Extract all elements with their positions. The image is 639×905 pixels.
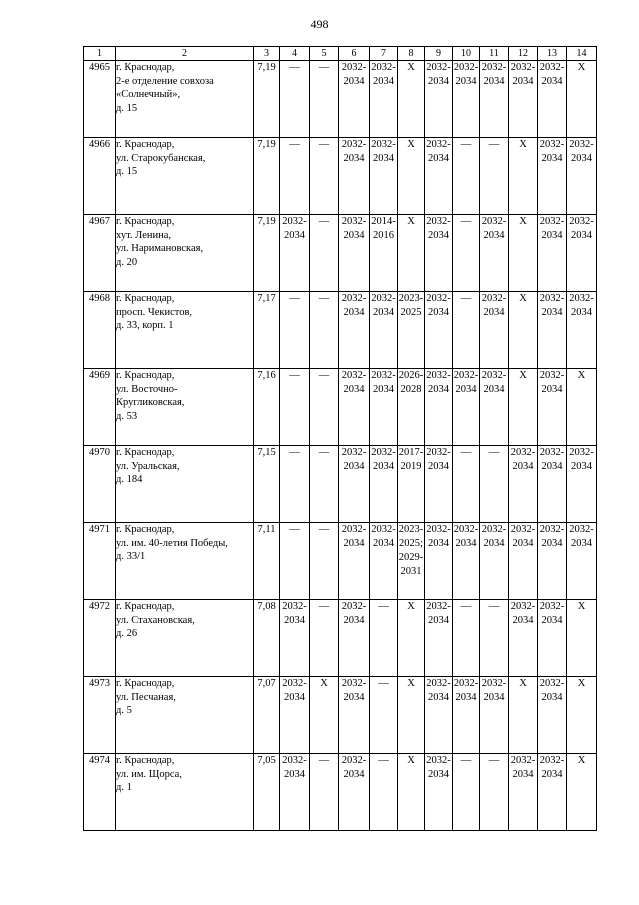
year-cell: —	[370, 600, 398, 677]
year-cell: —	[310, 600, 339, 677]
year-cell: —	[310, 292, 339, 369]
data-table	[83, 46, 597, 831]
table-row	[84, 523, 597, 600]
year-cell: 2032- 2034	[370, 61, 398, 138]
year-cell: 2032- 2034	[538, 61, 567, 138]
year-cell: 2032- 2034	[370, 523, 398, 600]
year-cell: 2032- 2034	[425, 600, 453, 677]
row-number: 4969	[84, 369, 116, 446]
year-cell: 2032- 2034	[425, 369, 453, 446]
year-cell: —	[453, 600, 480, 677]
year-cell: 2032- 2034	[480, 677, 509, 754]
value-cell: 7,07	[254, 677, 280, 754]
column-header: 10	[453, 47, 480, 61]
value-cell: 7,05	[254, 754, 280, 831]
column-header: 11	[480, 47, 509, 61]
year-cell: —	[310, 61, 339, 138]
address-line: 2-е отделение совхоза	[116, 75, 214, 87]
address-line: просп. Чекистов,	[116, 306, 193, 318]
address-line: д. 26	[116, 628, 138, 639]
year-cell: 2032- 2034	[509, 754, 538, 831]
column-header: 3	[254, 47, 280, 61]
address-cell	[116, 446, 254, 523]
year-cell: 2032- 2034	[339, 523, 370, 600]
address-line: г. Краснодар,	[116, 139, 175, 150]
address-line: г. Краснодар,	[116, 755, 175, 766]
address-cell	[116, 677, 254, 754]
address-line: г. Краснодар,	[116, 293, 175, 304]
year-cell: —	[370, 754, 398, 831]
year-cell: 2032- 2034	[370, 138, 398, 215]
address-line: д. 53	[116, 410, 138, 422]
address-line: ул. Уральская,	[116, 460, 180, 472]
year-cell: 2032- 2034	[425, 677, 453, 754]
column-header: 1	[84, 47, 116, 61]
value-cell: 7,17	[254, 292, 280, 369]
year-cell: X	[310, 677, 339, 754]
year-cell: 2032- 2034	[453, 677, 480, 754]
year-cell: 2032- 2034	[280, 215, 310, 292]
address-line: ул. Песчаная,	[116, 691, 176, 703]
address-line: ул. им. Щорса,	[116, 768, 182, 780]
year-cell: 2032- 2034	[509, 600, 538, 677]
address-cell	[116, 61, 254, 138]
year-cell: —	[453, 446, 480, 523]
year-cell: 2032- 2034	[339, 446, 370, 523]
address-cell	[116, 754, 254, 831]
address-line: ул. Восточно-	[116, 383, 178, 395]
year-cell: —	[280, 369, 310, 446]
year-cell: 2032- 2034	[339, 215, 370, 292]
table-row	[84, 677, 597, 754]
year-cell: 2023- 2025	[398, 292, 425, 369]
row-number: 4968	[84, 292, 116, 369]
value-cell: 7,08	[254, 600, 280, 677]
column-header: 4	[280, 47, 310, 61]
address-line: г. Краснодар,	[116, 370, 175, 381]
row-number: 4966	[84, 138, 116, 215]
year-cell: 2032- 2034	[538, 677, 567, 754]
table-row	[84, 446, 597, 523]
year-cell: 2032- 2034	[453, 523, 480, 600]
address-line: хут. Ленина,	[116, 229, 172, 241]
year-cell: —	[370, 677, 398, 754]
year-cell: X	[567, 600, 597, 677]
column-header: 12	[509, 47, 538, 61]
year-cell: 2032- 2034	[339, 754, 370, 831]
year-cell: 2032- 2034	[425, 446, 453, 523]
year-cell: X	[567, 754, 597, 831]
address-cell	[116, 138, 254, 215]
year-cell: 2032- 2034	[370, 446, 398, 523]
year-cell: 2032- 2034	[509, 523, 538, 600]
table-row	[84, 600, 597, 677]
year-cell: 2032- 2034	[425, 61, 453, 138]
row-number: 4973	[84, 677, 116, 754]
year-cell: 2032- 2034	[480, 215, 509, 292]
year-cell: —	[310, 215, 339, 292]
address-line: г. Краснодар,	[116, 216, 175, 227]
value-cell: 7,15	[254, 446, 280, 523]
year-cell: 2032- 2034	[280, 677, 310, 754]
table-row	[84, 215, 597, 292]
year-cell: 2032- 2034	[339, 138, 370, 215]
year-cell: —	[480, 446, 509, 523]
year-cell: —	[310, 138, 339, 215]
year-cell: —	[480, 754, 509, 831]
year-cell: 2032- 2034	[370, 292, 398, 369]
column-header: 2	[116, 47, 254, 61]
year-cell: 2032- 2034	[480, 523, 509, 600]
column-header: 13	[538, 47, 567, 61]
year-cell: X	[567, 677, 597, 754]
column-header: 5	[310, 47, 339, 61]
year-cell: 2032- 2034	[339, 292, 370, 369]
year-cell: X	[398, 600, 425, 677]
year-cell: —	[310, 446, 339, 523]
year-cell: —	[310, 369, 339, 446]
year-cell: 2032- 2034	[538, 754, 567, 831]
year-cell: 2032- 2034	[480, 369, 509, 446]
year-cell: 2032- 2034	[567, 215, 597, 292]
table-row	[84, 369, 597, 446]
value-cell: 7,19	[254, 215, 280, 292]
address-line: д. 5	[116, 705, 132, 716]
year-cell: —	[453, 215, 480, 292]
year-cell: 2032- 2034	[425, 138, 453, 215]
address-line: ул. Старокубанская,	[116, 152, 206, 164]
year-cell: 2032- 2034	[509, 446, 538, 523]
year-cell: X	[398, 754, 425, 831]
year-cell: X	[509, 369, 538, 446]
address-line: г. Краснодар,	[116, 447, 175, 458]
column-header: 8	[398, 47, 425, 61]
year-cell: 2032- 2034	[567, 138, 597, 215]
year-cell: —	[280, 138, 310, 215]
year-cell: 2032- 2034	[453, 61, 480, 138]
row-number: 4970	[84, 446, 116, 523]
address-cell	[116, 369, 254, 446]
row-number: 4974	[84, 754, 116, 831]
year-cell: —	[453, 138, 480, 215]
year-cell: X	[509, 138, 538, 215]
table-row	[84, 292, 597, 369]
header-row	[84, 47, 597, 61]
year-cell: X	[398, 677, 425, 754]
address-line: г. Краснодар,	[116, 524, 175, 535]
address-line: д. 20	[116, 256, 138, 268]
year-cell: —	[280, 61, 310, 138]
table-row	[84, 138, 597, 215]
value-cell: 7,19	[254, 138, 280, 215]
column-header: 9	[425, 47, 453, 61]
address-cell	[116, 600, 254, 677]
year-cell: 2032- 2034	[339, 369, 370, 446]
year-cell: 2032- 2034	[339, 677, 370, 754]
year-cell: 2032- 2034	[425, 215, 453, 292]
year-cell: 2032- 2034	[280, 754, 310, 831]
address-line: ул. им. 40-летия Победы,	[116, 537, 228, 549]
year-cell: 2032- 2034	[339, 61, 370, 138]
address-line: д. 15	[116, 166, 138, 177]
address-line: «Солнечный»,	[116, 89, 181, 100]
address-line: д. 33/1	[116, 551, 146, 562]
year-cell: —	[310, 754, 339, 831]
year-cell: —	[453, 292, 480, 369]
year-cell: 2032- 2034	[480, 61, 509, 138]
year-cell: 2032- 2034	[538, 138, 567, 215]
year-cell: 2017- 2019	[398, 446, 425, 523]
year-cell: X	[567, 61, 597, 138]
year-cell: X	[509, 215, 538, 292]
year-cell: X	[398, 215, 425, 292]
row-number: 4972	[84, 600, 116, 677]
row-number: 4965	[84, 61, 116, 138]
year-cell: 2032- 2034	[538, 600, 567, 677]
year-cell: 2032- 2034	[567, 292, 597, 369]
page-number: 498	[310, 17, 329, 31]
year-cell: 2032- 2034	[339, 600, 370, 677]
row-number: 4967	[84, 215, 116, 292]
year-cell: 2032- 2034	[538, 215, 567, 292]
address-line: г. Краснодар,	[116, 601, 175, 612]
address-line: г. Краснодар,	[116, 678, 175, 689]
year-cell: 2032- 2034	[567, 523, 597, 600]
column-header: 14	[567, 47, 597, 61]
year-cell: 2032- 2034	[538, 523, 567, 600]
year-cell: X	[509, 677, 538, 754]
year-cell: 2032- 2034	[453, 369, 480, 446]
address-cell	[116, 215, 254, 292]
column-header: 6	[339, 47, 370, 61]
table-row	[84, 61, 597, 138]
year-cell: 2026- 2028	[398, 369, 425, 446]
year-cell: 2032- 2034	[538, 292, 567, 369]
address-line: д. 15	[116, 102, 138, 114]
address-line: д. 33, корп. 1	[116, 320, 174, 331]
value-cell: 7,19	[254, 61, 280, 138]
year-cell: —	[310, 523, 339, 600]
year-cell: X	[398, 61, 425, 138]
year-cell: 2032- 2034	[370, 369, 398, 446]
year-cell: 2023- 2025; 2029- 2031	[398, 523, 425, 600]
year-cell: —	[280, 292, 310, 369]
year-cell: 2032- 2034	[425, 754, 453, 831]
address-cell	[116, 292, 254, 369]
year-cell: X	[509, 292, 538, 369]
year-cell: 2014- 2016	[370, 215, 398, 292]
table-row	[84, 754, 597, 831]
year-cell: 2032- 2034	[280, 600, 310, 677]
address-line: Кругликовская,	[116, 397, 185, 408]
value-cell: 7,11	[254, 523, 280, 600]
year-cell: 2032- 2034	[425, 523, 453, 600]
address-line: д. 184	[116, 474, 143, 485]
year-cell: 2032- 2034	[509, 61, 538, 138]
year-cell: 2032- 2034	[567, 446, 597, 523]
address-line: ул. Наримановская,	[116, 243, 204, 254]
year-cell: 2032- 2034	[425, 292, 453, 369]
address-line: г. Краснодар,	[116, 62, 175, 73]
year-cell: X	[567, 369, 597, 446]
value-cell: 7,16	[254, 369, 280, 446]
year-cell: 2032- 2034	[538, 369, 567, 446]
address-line: ул. Стахановская,	[116, 614, 195, 626]
year-cell: —	[453, 754, 480, 831]
year-cell: —	[480, 600, 509, 677]
year-cell: —	[280, 523, 310, 600]
year-cell: 2032- 2034	[538, 446, 567, 523]
row-number: 4971	[84, 523, 116, 600]
year-cell: —	[280, 446, 310, 523]
column-header: 7	[370, 47, 398, 61]
address-line: д. 1	[116, 782, 132, 793]
year-cell: X	[398, 138, 425, 215]
year-cell: —	[480, 138, 509, 215]
year-cell: 2032- 2034	[480, 292, 509, 369]
address-cell	[116, 523, 254, 600]
